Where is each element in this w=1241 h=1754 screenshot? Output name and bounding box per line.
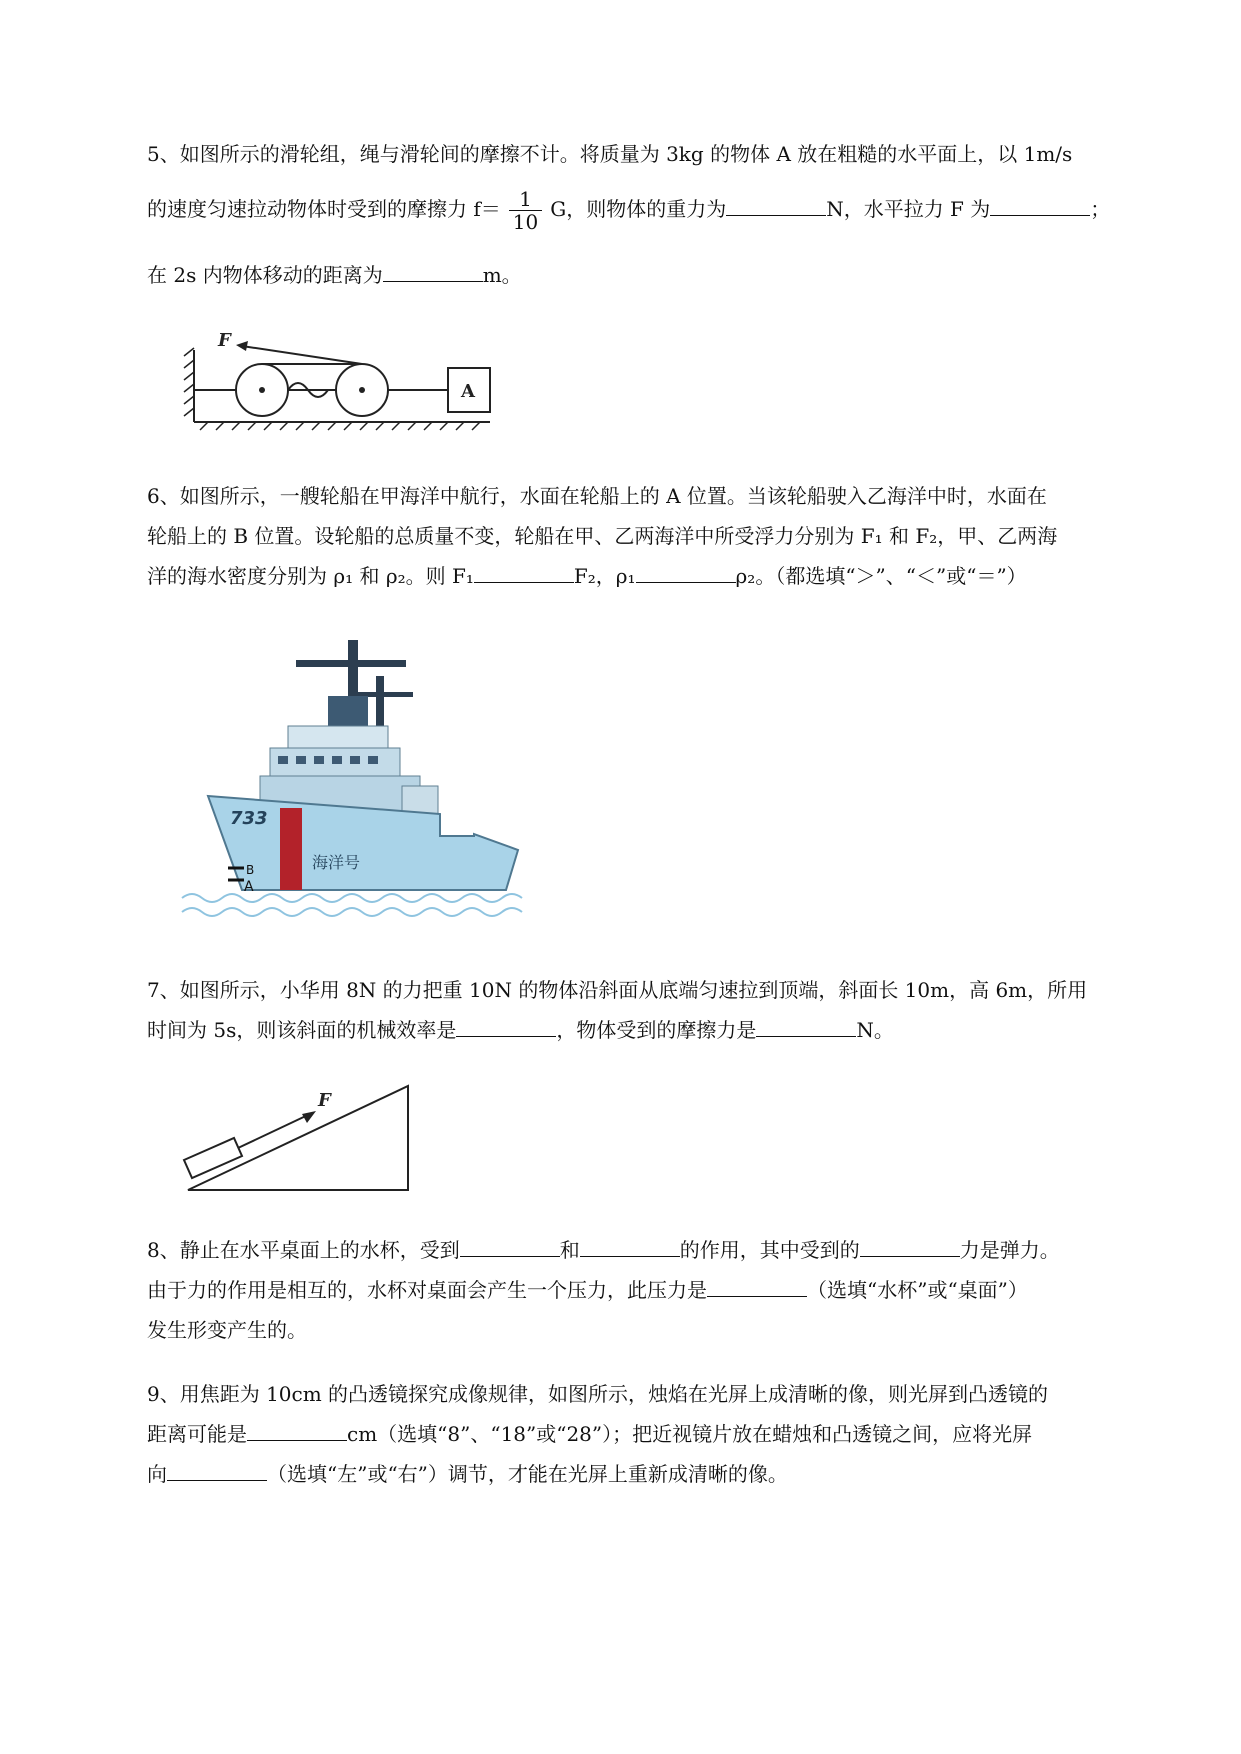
incline-figure — [180, 1080, 420, 1195]
answer-blank[interactable] — [456, 1018, 556, 1037]
answer-blank[interactable] — [247, 1422, 347, 1441]
q7-line1: 7、如图所示，小华用 8N 的力把重 10N 的物体沿斜面从底端匀速拉到顶端，斜面长 10m，高 6m，所用 — [147, 978, 1088, 1002]
hull-number: 733 — [230, 808, 268, 829]
force-label: F — [318, 1090, 331, 1111]
answer-blank[interactable] — [726, 197, 826, 216]
mark-a: A — [244, 879, 254, 895]
ship-figure — [178, 636, 523, 936]
fraction: $\frac{1}{10}$ — [509, 188, 542, 233]
q5-line1: 5、如图所示的滑轮组，绳与滑轮间的摩擦不计。将质量为 3kg 的物体 A 放在粗糙的水平面上，以 1m/s — [147, 142, 1073, 166]
q6-line1: 6、如图所示，一艘轮船在甲海洋中航行，水面在轮船上的 A 位置。当该轮船驶入乙海洋中时，水面在 — [147, 484, 1047, 508]
ship-name: 海洋号 — [312, 853, 361, 872]
answer-blank[interactable] — [636, 564, 736, 583]
force-label: F — [218, 330, 231, 351]
mark-b: B — [246, 863, 255, 877]
answer-blank[interactable] — [167, 1462, 267, 1481]
q8-line3: 发生形变产生的。 — [147, 1318, 307, 1342]
q6-line2: 轮船上的 B 位置。设轮船的总质量不变，轮船在甲、乙两海洋中所受浮力分别为 F₁ 和 F₂，甲、乙两海 — [147, 524, 1058, 548]
q9-line1: 9、用焦距为 10cm 的凸透镜探究成像规律，如图所示，烛焰在光屏上成清晰的像，则光屏到凸透镜的 — [147, 1382, 1049, 1406]
q7-line2: 时间为 5s，则该斜面的机械效率是 ，物体受到的摩擦力是 N。 — [147, 1018, 894, 1042]
q8-line2: 由于力的作用是相互的，水杯对桌面会产生一个压力，此压力是 （选填“水杯”或“桌面”） — [147, 1278, 1028, 1302]
answer-blank[interactable] — [756, 1018, 856, 1037]
q9-line2: 距离可能是 cm（选填“8”、“18”或“28”）；把近视镜片放在蜡烛和凸透镜之间，应将光屏 — [147, 1422, 1033, 1446]
answer-blank[interactable] — [990, 197, 1090, 216]
q5-line2: 的速度匀速拉动物体时受到的摩擦力 f＝ $\frac{1}{10}$ G，则物体的重力为 N，水平拉力 F 为 ； — [147, 187, 1111, 234]
answer-blank[interactable] — [860, 1238, 960, 1257]
q9-line3: 向 （选填“左”或“右”）调节，才能在光屏上重新成清晰的像。 — [147, 1462, 788, 1486]
pulley-figure — [180, 330, 500, 435]
q8-line1: 8、静止在水平桌面上的水杯，受到 和 的作用，其中受到的 力是弹力。 — [147, 1238, 1060, 1262]
answer-blank[interactable] — [383, 263, 483, 282]
box-label: A — [461, 381, 475, 402]
answer-blank[interactable] — [580, 1238, 680, 1257]
answer-blank[interactable] — [474, 564, 574, 583]
q6-line3: 洋的海水密度分别为 ρ₁ 和 ρ₂。则 F₁ F₂，ρ₁ ρ₂。（都选填“＞”、“＜”或“＝”） — [147, 564, 1027, 588]
q5-line3: 在 2s 内物体移动的距离为 m。 — [147, 263, 522, 287]
answer-blank[interactable] — [460, 1238, 560, 1257]
answer-blank[interactable] — [707, 1278, 807, 1297]
